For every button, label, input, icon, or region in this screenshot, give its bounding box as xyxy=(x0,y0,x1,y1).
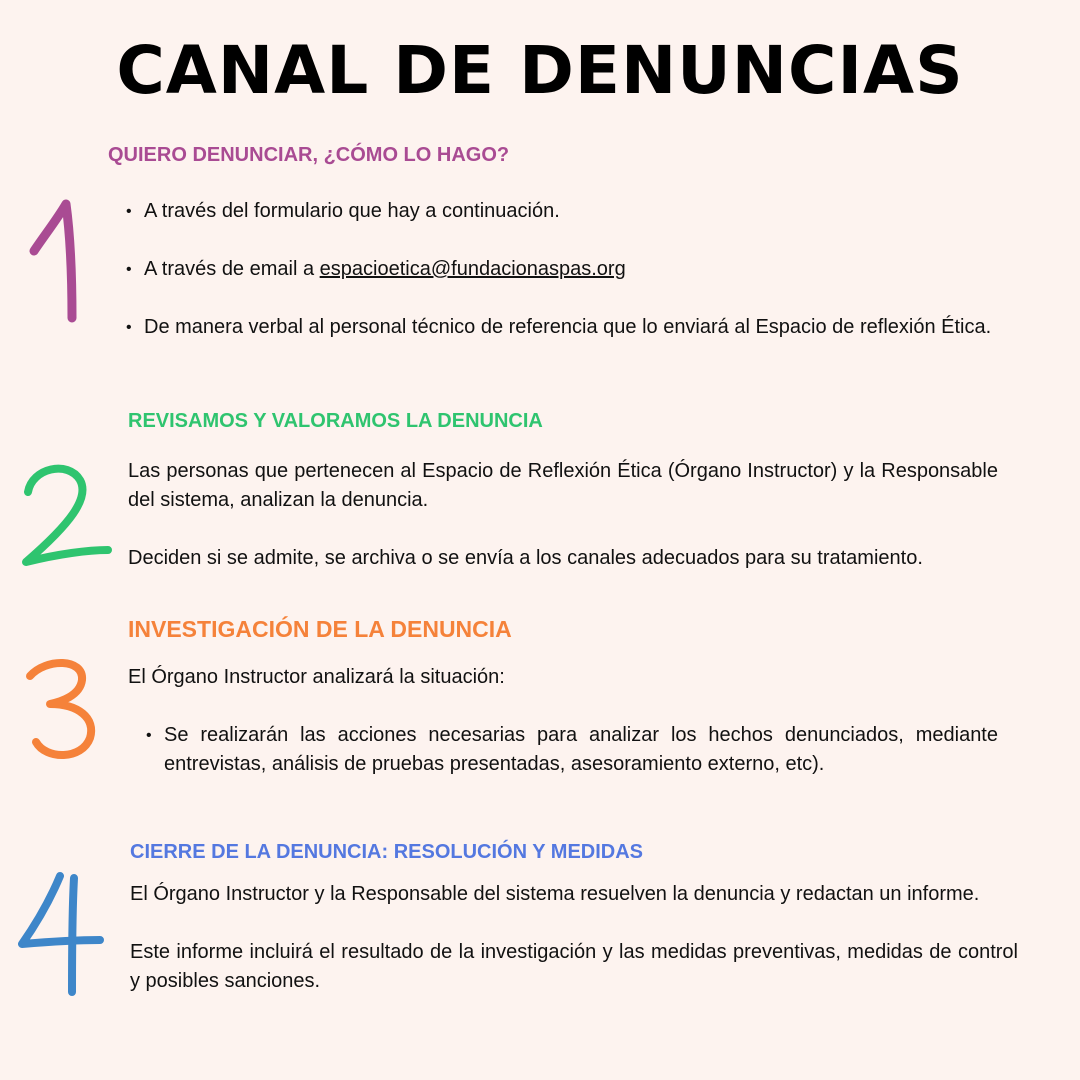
page-title: CANAL DE DENUNCIAS xyxy=(116,32,964,109)
step-2-heading: REVISAMOS Y VALORAMOS LA DENUNCIA xyxy=(128,410,543,432)
step-2-paragraph-2: Deciden si se admite, se archiva o se envía a los canales adecuados para su tratamiento. xyxy=(128,547,923,569)
numeral-1 xyxy=(14,196,84,326)
step-3-paragraph-1: El Órgano Instructor analizará la situación: xyxy=(128,666,505,688)
step-3-list xyxy=(148,721,998,779)
email-link[interactable]: espacioetica@fundacionaspas.org xyxy=(319,258,626,280)
list-item: • A través del formulario que hay a continuación. xyxy=(144,197,1018,226)
list-item xyxy=(144,255,1018,284)
step-4-paragraph-2: Este informe incluirá el resultado de la investigación y las medidas preventivas, medidas de control y posibles sanciones. xyxy=(130,941,1018,992)
step-3-section xyxy=(128,616,998,779)
step-4-section xyxy=(130,841,1018,996)
step-1-heading: QUIERO DENUNCIAR, ¿CÓMO LO HAGO? xyxy=(108,144,510,166)
email-prefix: A través de email a xyxy=(144,258,320,280)
step-3-heading: INVESTIGACIÓN DE LA DENUNCIA xyxy=(128,616,512,642)
step-4-heading: CIERRE DE LA DENUNCIA: RESOLUCIÓN Y MEDIDAS xyxy=(130,841,644,863)
list-item: • De manera verbal al personal técnico de referencia que lo enviará al Espacio de reflexión Ética. xyxy=(144,313,1018,342)
step-2-section xyxy=(128,410,998,573)
step-4-paragraph-1: El Órgano Instructor y la Responsable del sistema resuelven la denuncia y redactan un informe. xyxy=(130,883,980,905)
step-1-list xyxy=(128,197,1018,342)
numeral-4 xyxy=(16,870,106,998)
list-item: • Se realizarán las acciones necesarias para analizar los hechos denunciados, mediante entrevistas, análisis de pruebas presentadas, asesoramiento externo, etc). xyxy=(164,721,998,779)
step-1-section xyxy=(108,144,1018,342)
step-2-paragraph-1: Las personas que pertenecen al Espacio de Reflexión Ética (Órgano Instructor) y la Responsable del sistema, analizan la denuncia. xyxy=(128,460,998,511)
numeral-2 xyxy=(18,458,114,570)
numeral-3 xyxy=(24,656,100,764)
